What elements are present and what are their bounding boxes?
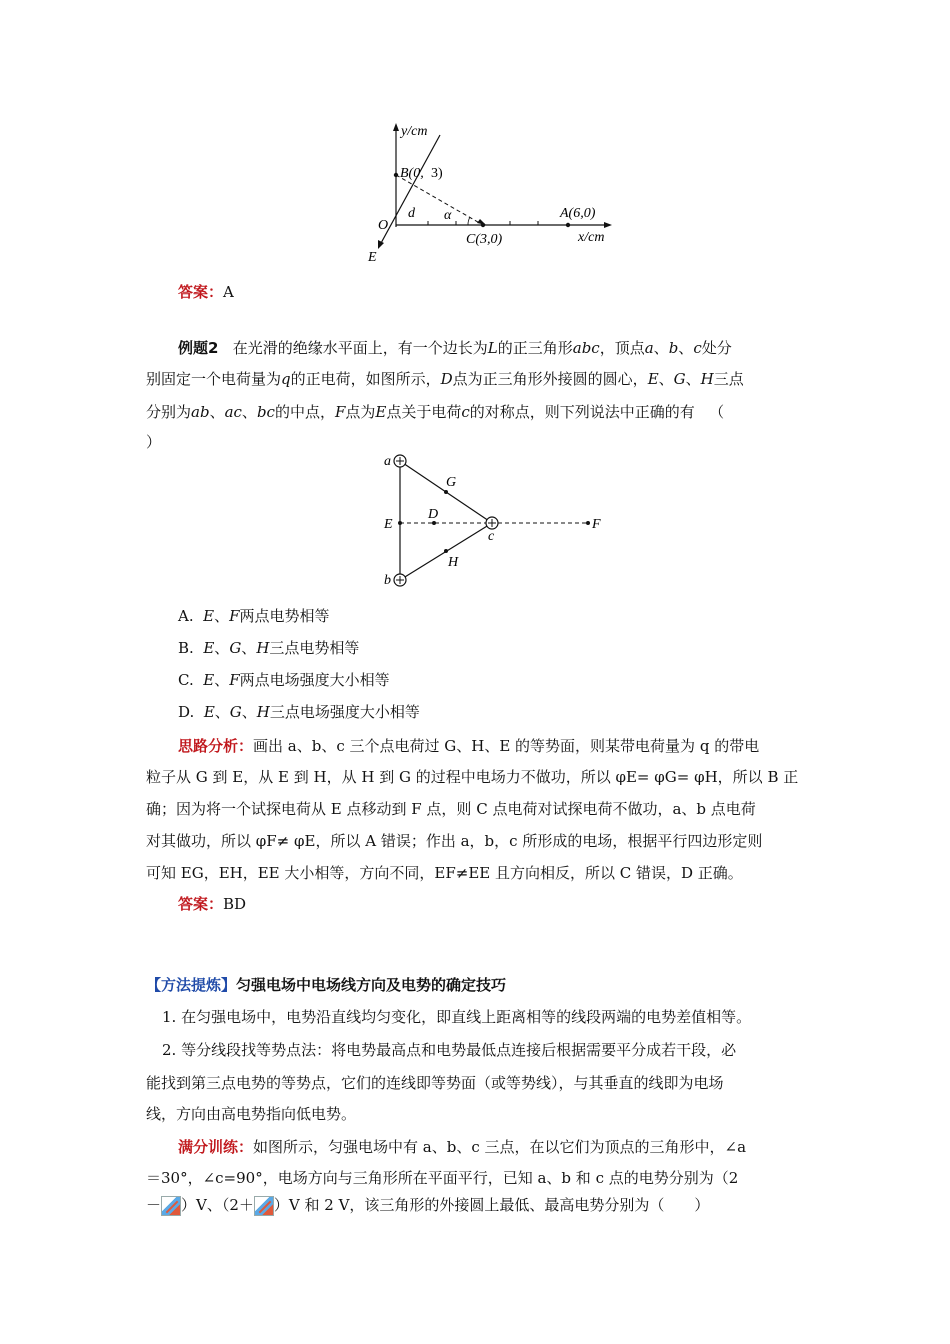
- option-a: A. E、F两点电势相等: [178, 607, 330, 625]
- option-b: B. E、G、H三点电势相等: [178, 639, 360, 657]
- example-2-line-4: ）: [146, 433, 162, 451]
- point-g-dot: [444, 490, 448, 494]
- charge-c: [486, 517, 498, 529]
- training-line-2: ＝30°，∠c=90°，电场方向与三角形所在平面平行，已知 a、b 和 c 点的电势分别为（2: [146, 1169, 739, 1187]
- y-axis-arrow: [393, 123, 399, 131]
- option-c: C. E、F两点电场强度大小相等: [178, 671, 390, 689]
- analysis-line-1: 思路分析：画出 a、b、c 三个点电荷过 G、H、E 的等势面，则某带电荷量为 q 的带电: [178, 737, 760, 755]
- training-line-1: 满分训练：如图所示，匀强电场中有 a、b、c 三点，在以它们为顶点的三角形中，∠a: [178, 1138, 747, 1156]
- method-point-1: 1. 在匀强电场中，电势沿直线均匀变化，即直线上距离相等的线段两端的电势差值相等。: [162, 1008, 752, 1026]
- analysis-line-5: 可知 EG，EH，EE 大小相等，方向不同，EF≠EE 且方向相反，所以 C 错误，D 正确。: [146, 864, 743, 882]
- training-line-3: － ）V、（2＋ ）V 和 2 V，该三角形的外接圆上最低、最高电势分别为（ ）: [146, 1196, 710, 1214]
- figure-coordinate-diagram: [360, 115, 620, 275]
- analysis-line-3: 确；因为将一个试探电荷从 E 点移动到 F 点，则 C 点电荷对试探电荷不做功，a、b 点电荷: [146, 800, 756, 818]
- method-title: [146, 975, 506, 995]
- x-axis-label: x/cm: [578, 230, 605, 245]
- training-label: 满分训练：: [178, 1138, 254, 1156]
- point-h-dot: [444, 549, 448, 553]
- answer-1-label: 答案：: [178, 283, 224, 301]
- point-c-dot: [481, 223, 485, 227]
- d-label: d: [408, 206, 415, 221]
- label-a: a: [384, 454, 391, 469]
- method-point-2a: 2. 等分线段找等势点法：将电势最高点和电势最低点连接后根据需要平分成若干段，必: [162, 1041, 737, 1059]
- example-2-line-3: 分别为ab、ac、bc的中点，F点为E点关于电荷c的对称点，则下列说法中正确的有 （: [146, 403, 725, 421]
- label-h: H: [448, 555, 459, 570]
- charge-b: [394, 574, 406, 586]
- method-point-2c: 线，方向由高电势指向低电势。: [146, 1105, 357, 1123]
- charge-a: [394, 455, 406, 467]
- answer-2-value: BD: [223, 895, 247, 913]
- label-c: c: [488, 529, 495, 544]
- method-point-2b: 能找到第三点电势的等势点，它们的连线即等势面（或等势线），与其垂直的线即为电场: [146, 1074, 724, 1092]
- y-axis-label: y/cm: [401, 124, 428, 139]
- label-d: D: [428, 507, 439, 522]
- analysis-line-2: 粒子从 G 到 E，从 E 到 H，从 H 到 G 的过程中电场力不做功，所以 φE= φG= φH，所以 B 正: [146, 768, 799, 786]
- point-a-dot: [566, 223, 570, 227]
- point-e-dot: [398, 521, 402, 525]
- analysis-line-4: 对其做功，所以 φF≠ φE，所以 A 错误；作出 a，b，c 所形成的电场，根据平行四边形定则: [146, 832, 763, 850]
- example-2-label: 例题2: [178, 339, 219, 357]
- method-title-text: 匀强电场中电场线方向及电势的确定技巧: [236, 976, 507, 994]
- label-e: E: [384, 517, 393, 532]
- answer-2-label: 答案：: [178, 895, 224, 913]
- point-b-label-tail: 3): [431, 166, 443, 181]
- answer-1: [178, 282, 234, 302]
- method-title-bracket: 【方法提炼】: [146, 976, 237, 994]
- angle-arc: [468, 217, 470, 225]
- figure-triangle-diagram: [378, 448, 608, 593]
- answer-1-value: A: [223, 283, 234, 301]
- point-b-dot: [394, 173, 398, 177]
- option-d: D. E、G、H三点电场强度大小相等: [178, 703, 420, 721]
- point-b-label: B(0,: [400, 166, 424, 181]
- label-b: b: [384, 573, 391, 588]
- e-label: E: [368, 250, 377, 265]
- field-line-e: [380, 135, 440, 245]
- point-f-dot: [586, 521, 590, 525]
- point-c-label: C(3,0): [466, 232, 503, 247]
- origin-label: O: [378, 218, 389, 233]
- broken-image-icon: [254, 1196, 274, 1216]
- example-2-line-1: 例题2 在光滑的绝缘水平面上，有一个边长为L的正三角形abc，顶点a、b、c处分: [178, 339, 732, 357]
- field-arrow-e: [378, 240, 384, 249]
- x-axis-arrow: [604, 222, 612, 228]
- answer-2: [178, 894, 246, 914]
- analysis-label: 思路分析：: [178, 737, 254, 755]
- label-g: G: [446, 475, 457, 490]
- alpha-label: α: [444, 208, 452, 223]
- example-2-line-2: 别固定一个电荷量为q的正电荷，如图所示，D点为正三角形外接圆的圆心，E、G、H三点: [146, 370, 744, 388]
- point-a-label: A(6,0): [560, 206, 596, 221]
- broken-image-icon: [161, 1196, 181, 1216]
- label-f: F: [592, 517, 601, 532]
